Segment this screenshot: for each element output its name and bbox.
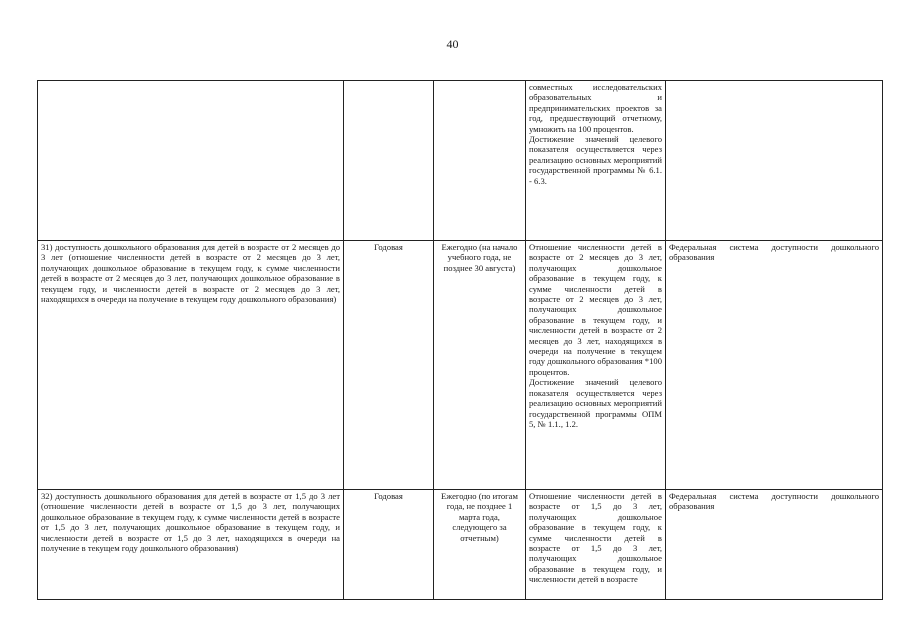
table-row (38, 81, 883, 241)
periodicity-cell: Годовая (344, 490, 434, 600)
method-cell (526, 490, 666, 600)
periodicity-cell: Годовая (344, 241, 434, 490)
timing-cell: Ежегодно (по итогам года, не позднее 1 марта года, следующего за отчетным) (434, 490, 526, 600)
method-paragraph: Отношение численности детей в возрасте от 1,5 до 3 лет, получающих дошкольное образование в текущем году, к сумме численности детей в возрасте от 1,5 до 3 лет, получающих дошкольное образование в текущем году, и численности детей в возрасте (529, 491, 662, 585)
indicator-cell (38, 81, 344, 241)
indicator-cell: 31) доступность дошкольного образования для детей в возрасте от 2 месяцев до 3 лет (отношение численности детей в возрасте от 2 месяцев до 3 лет, получающих дошкольное образование в текущем году, к сумме численности детей в возрасте от 2 месяцев до 3 лет, получающих дошкольное образование в текущем году, и численности детей в возрасте от 2 месяцев до 3 лет, находящихся в очереди на получение в текущем году дошкольного образования) (38, 241, 344, 490)
method-paragraph: Достижение значений целевого показателя осуществляется через реализацию основных мероприятий государственной программы ОПМ 5, № 1.1., 1.2. (529, 377, 662, 429)
page-number: 40 (446, 37, 459, 51)
method-paragraph: совместных исследовательских образовательных и предпринимательских проектов за год, предшествующий отчетному, умножить на 100 процентов. (529, 82, 662, 134)
source-cell: Федеральная система доступности дошкольного образования (666, 241, 883, 490)
timing-cell (434, 81, 526, 241)
table-row (38, 241, 883, 490)
indicators-table (37, 80, 883, 600)
method-paragraph: Отношение численности детей в возрасте от 2 месяцев до 3 лет, получающих дошкольное образование в текущем году, к сумме численности детей в возрасте от 2 месяцев до 3 лет, получающих дошкольное образование в текущем году, и численности детей в возрасте от 2 месяцев до 3 лет, находящихся в очереди на получение в текущем году дошкольного образования *100 процентов. (529, 242, 662, 377)
periodicity-cell (344, 81, 434, 241)
indicator-cell: 32) доступность дошкольного образования для детей в возрасте от 1,5 до 3 лет (отношение численности детей в возрасте от 1,5 до 3 лет, получающих дошкольное образование в текущем году, к сумме численности детей в возрасте от 1,5 до 3 лет, получающих дошкольное образование в текущем году, и численности детей в возрасте от 1,5 до 3 лет, находящихся в очереди на получение в текущем году дошкольного образования) (38, 490, 344, 600)
method-paragraph: Достижение значений целевого показателя осуществляется через реализацию основных мероприятий государственной программы № 6.1. - 6.3. (529, 134, 662, 186)
timing-cell: Ежегодно (на начало учебного года, не позднее 30 августа) (434, 241, 526, 490)
source-cell (666, 81, 883, 241)
source-cell: Федеральная система доступности дошкольного образования (666, 490, 883, 600)
method-cell (526, 81, 666, 241)
method-cell (526, 241, 666, 490)
table-row (38, 490, 883, 600)
